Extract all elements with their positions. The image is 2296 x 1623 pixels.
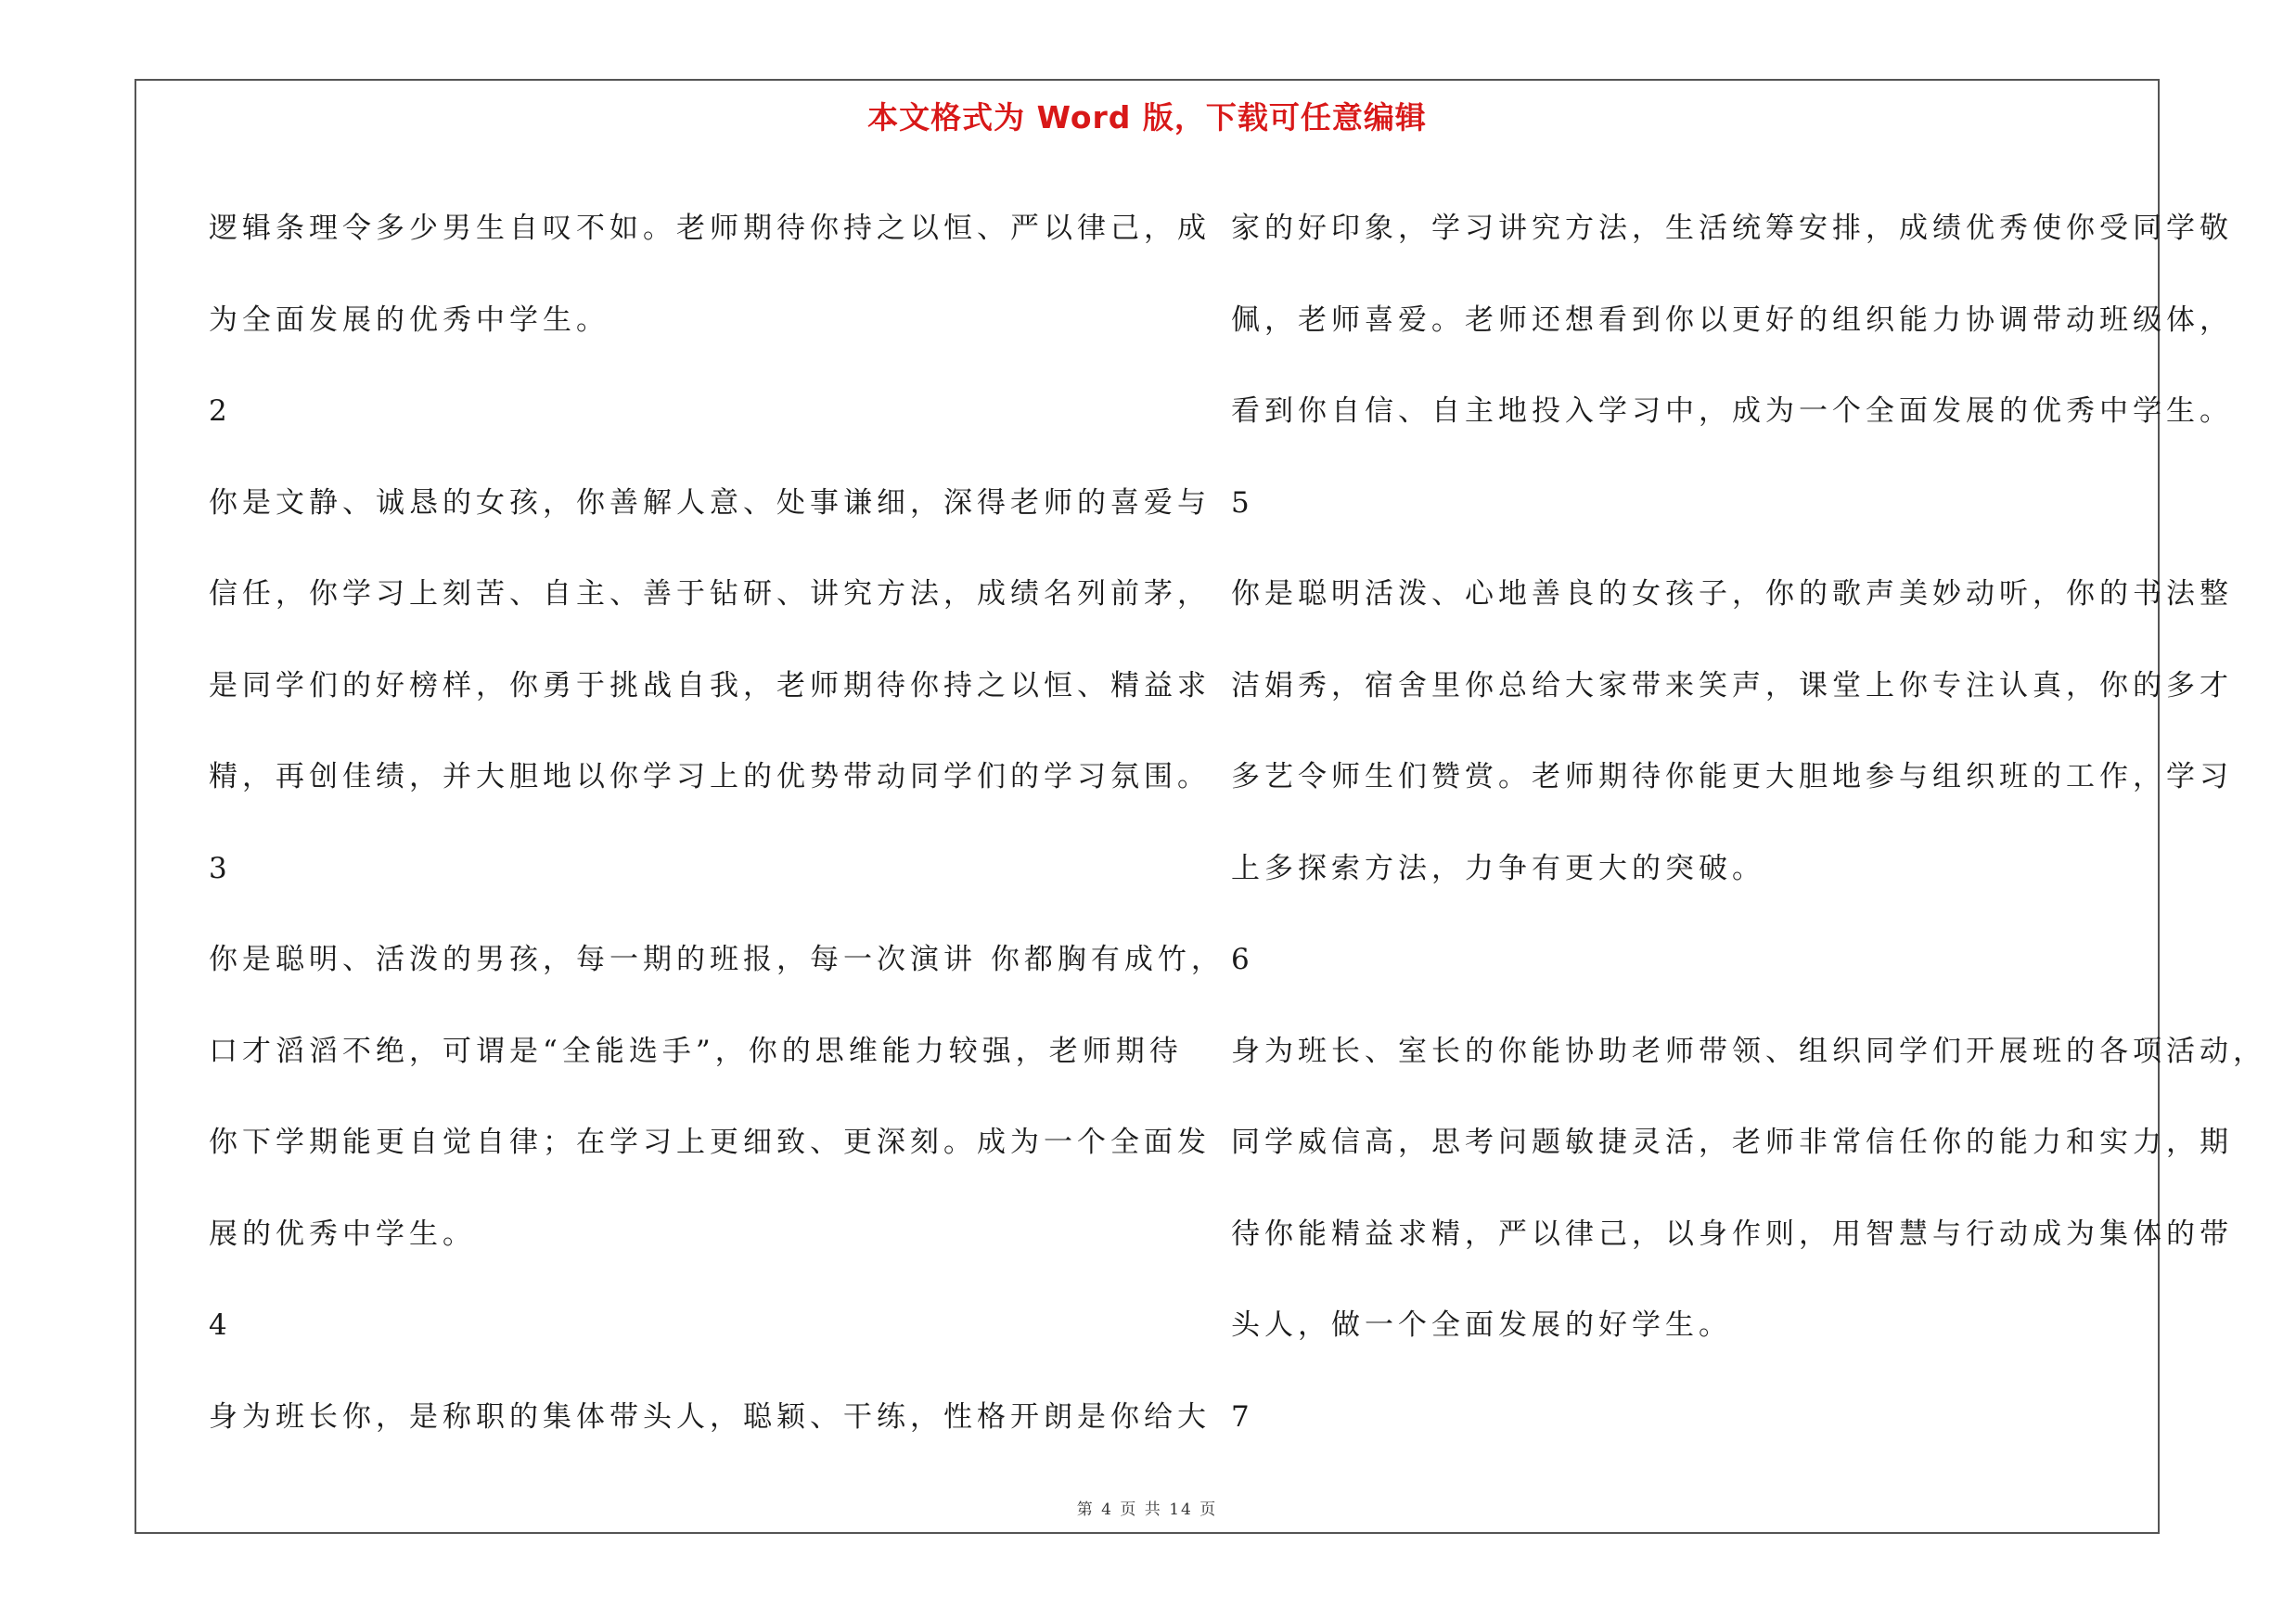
text-line: 为全面发展的优秀中学生。 [209, 303, 609, 337]
text-line: 逻辑条理令多少男生自叹不如。老师期待你持之以恒、严以律己，成 [209, 212, 1211, 245]
header-banner: 本文格式为 Word 版，下载可任意编辑 [867, 99, 1427, 135]
text-line: 精，再创佳绩，并大胆地以你学习上的优势带动同学们的学习氛围。 [209, 760, 1211, 793]
text-line: 佩，老师喜爱。老师还想看到你以更好的组织能力协调带动班级体， [1231, 303, 2233, 337]
text-line: 多艺令师生们赞赏。老师期待你能更大胆地参与组织班的工作，学习 [1231, 760, 2233, 793]
text-line: 是同学们的好榜样，你勇于挑战自我，老师期待你持之以恒、精益求 [209, 668, 1211, 702]
right-column [1231, 183, 2266, 1462]
text-line: 展的优秀中学生。 [209, 1217, 476, 1251]
text-line: 口才滔滔不绝，可谓是“全能选手”，你的思维能力较强，老师期待 [209, 1034, 1183, 1068]
text-line: 你是聪明活泼、心地善良的女孩子，你的歌声美妙动听，你的书法整 [1231, 577, 2233, 611]
page-footer: 第 4 页 共 14 页 [1076, 1501, 1218, 1519]
text-line: 身为班长你，是称职的集体带头人，聪颖、干练，性格开朗是你给大 [209, 1399, 1211, 1434]
text-line: 待你能精益求精，严以律己，以身作则，用智慧与行动成为集体的带 [1231, 1217, 2233, 1251]
text-line: 上多探索方法，力争有更大的突破。 [1231, 851, 1765, 885]
text-line: 你是文静、诚恳的女孩，你善解人意、处事谦细，深得老师的喜爱与 [209, 485, 1211, 520]
section-number: 3 [209, 851, 232, 885]
section-number: 5 [1231, 485, 1254, 520]
text-line: 你是聪明、活泼的男孩，每一期的班报，每一次演讲 你都胸有成竹， [209, 943, 1225, 976]
text-line: 家的好印象，学习讲究方法，生活统筹安排，成绩优秀使你受同学敬 [1231, 212, 2233, 245]
left-column [209, 183, 1225, 1462]
section-number: 2 [209, 394, 232, 428]
text-line: 看到你自信、自主地投入学习中，成为一个全面发展的优秀中学生。 [1231, 394, 2233, 428]
section-number: 6 [1231, 943, 1254, 976]
text-line: 你下学期能更自觉自律；在学习上更细致、更深刻。成为一个全面发 [209, 1126, 1211, 1159]
text-line: 同学威信高，思考问题敏捷灵活，老师非常信任你的能力和实力，期 [1231, 1126, 2233, 1159]
text-line: 洁娟秀，宿舍里你总给大家带来笑声，课堂上你专注认真，你的多才 [1231, 668, 2233, 702]
text-line: 身为班长、室长的你能协助老师带领、组织同学们开展班的各项活动， [1231, 1034, 2266, 1068]
document-page [135, 79, 2266, 1534]
section-number: 4 [209, 1308, 232, 1342]
text-line: 信任，你学习上刻苦、自主、善于钻研、讲究方法，成绩名列前茅， [209, 577, 1211, 611]
section-number: 7 [1231, 1399, 1254, 1434]
text-line: 头人，做一个全面发展的好学生。 [1231, 1308, 1732, 1342]
